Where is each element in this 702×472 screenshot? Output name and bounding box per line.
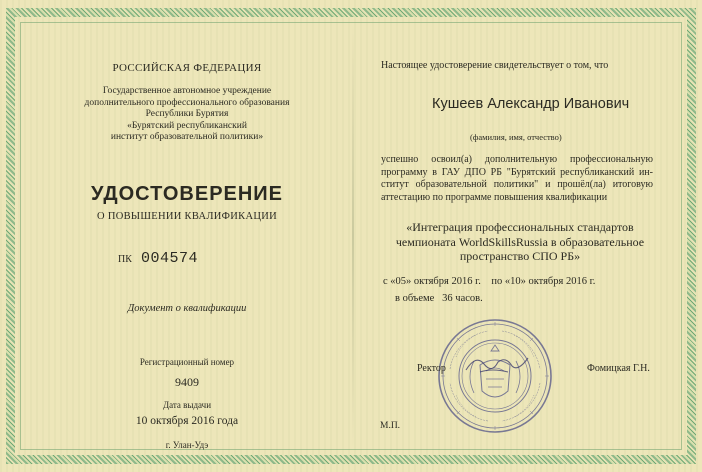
- institution-line: институт образовательной политики»: [110, 132, 264, 142]
- country-name: РОССИЙСКАЯ ФЕДЕРАЦИЯ: [112, 62, 262, 74]
- training-volume: в объеме 36 часов.: [395, 293, 483, 304]
- institution-line: дополнительного профессионального образования: [84, 97, 290, 108]
- document-kind: Документ о квалификации: [127, 303, 247, 314]
- completion-line: успешно освоил(а) дополнительную профессиональную: [381, 154, 653, 165]
- registration-number: 9409: [175, 375, 199, 389]
- document-title: УДОСТОВЕРЕНИЕ: [90, 183, 284, 205]
- intro-text: Настоящее удостоверение свидетельствует о том, что: [381, 60, 609, 71]
- institution-line: Государственное автономное учреждение: [102, 86, 272, 96]
- rector-label: Ректор: [417, 363, 446, 374]
- institution-line: Республики Бурятия: [145, 109, 229, 119]
- institution-name: [24, 86, 350, 144]
- program-line: пространство СПО РБ»: [459, 249, 581, 263]
- rector-signature-icon: [462, 350, 532, 378]
- training-period: с «05» октября 2016 г. по «10» октября 2016 г.: [383, 276, 596, 287]
- certificate-number: 004574: [141, 250, 199, 267]
- name-caption: (фамилия, имя, отчество): [470, 132, 562, 142]
- stamp-place-label: М.П.: [380, 421, 401, 431]
- completion-line: аттестацию по программе повышения квалификации: [381, 191, 608, 203]
- completion-line: программу в ГАУ ДПО РБ "Бурятский республиканский ин-: [381, 166, 653, 178]
- completion-text: [381, 154, 653, 204]
- completion-line: ститут образовательной политики" и прошёл(ла) итоговую: [381, 179, 653, 190]
- city: г. Улан-Удэ: [165, 440, 209, 450]
- rector-name: Фомицкая Г.Н.: [587, 363, 650, 374]
- program-line: чемпионата WorldSkillsRussia в образовательное: [395, 234, 645, 249]
- registration-label: Регистрационный номер: [139, 357, 235, 367]
- series-code: ПК: [118, 254, 132, 265]
- institution-line: «Бурятский республиканский: [127, 120, 247, 131]
- center-fold: [352, 24, 354, 448]
- issue-date: 10 октября 2016 года: [135, 415, 239, 427]
- program-title: [372, 220, 668, 264]
- holder-full-name: Кушеев Александр Иванович: [432, 96, 630, 112]
- document-subtitle: О ПОВЫШЕНИИ КВАЛИФИКАЦИИ: [97, 211, 277, 222]
- program-line: «Интеграция профессиональных стандартов: [406, 220, 634, 234]
- issue-date-label: Дата выдачи: [162, 400, 212, 410]
